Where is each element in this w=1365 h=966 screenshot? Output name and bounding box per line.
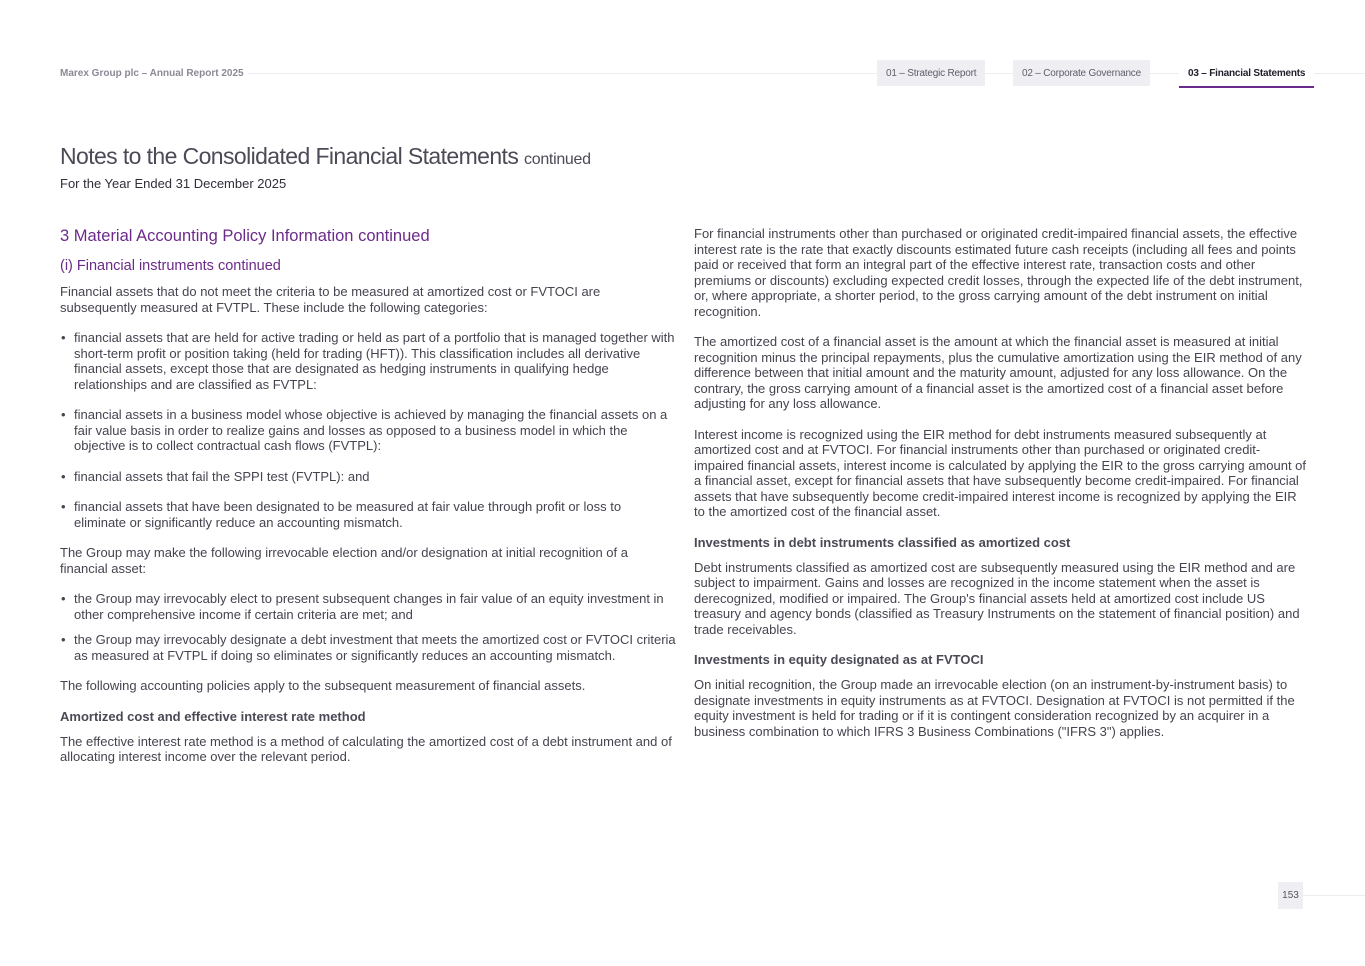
page-number: 153 (1278, 882, 1303, 909)
paragraph: Financial assets that do not meet the criteria to be measured at amortized cost or FVTOCI are subsequently measured at FVTPL. These include the following categories: (60, 284, 601, 315)
paragraph: Interest income is recognized using the EIR method for debt instruments measured subsequently at amortized cost and at FVTOCI. For financial instruments other than purchased or originated credit-impaired financial assets, interest income is calculated by applying the EIR to the gross carrying amount of a financial asset, except for financial assets that have subsequently become credit-impaired. For financial assets that have subsequently become credit-impaired interest income is recognized by applying the EIR to the amortized cost of the financial asset. (694, 426, 1307, 519)
paragraph: The Group may make the following irrevocable election and/or designation at initial recognition of a financial asset: (60, 545, 628, 576)
page-subtitle: For the Year Ended 31 December 2025 (60, 176, 287, 191)
paragraph: The amortized cost of a financial asset is the amount at which the financial asset is measured at initial recognition minus the principal repayments, plus the cumulative amortization using the EIR method of any difference between that initial amount and the maturity amount, adjusted for any loss allowance. On the contrary, the gross carrying amount of a financial asset is the amortized cost of a financial asset before adjusting for any loss allowance. (694, 334, 1302, 411)
tab-strategic-report[interactable]: 01 – Strategic Report (877, 60, 985, 86)
subsection-title-text: (i) Financial instruments (60, 258, 214, 274)
left-column (60, 226, 676, 780)
page-title-suffix: continued (524, 151, 591, 168)
section-title-suffix: continued (358, 227, 430, 245)
page-title-main: Notes to the Consolidated Financial Statements (60, 143, 519, 169)
report-title: Marex Group plc – Annual Report 2025 (60, 68, 244, 79)
subheading-equity-fvtoci: Investments in equity designated as at FVTOCI (694, 652, 984, 667)
page-title (60, 143, 591, 170)
paragraph: The following accounting policies apply to the subsequent measurement of financial assets. (60, 678, 586, 693)
section-title-text: 3 Material Accounting Policy Information (60, 227, 354, 245)
list-item: • financial assets that fail the SPPI test (FVTPL): and (60, 469, 676, 485)
list-item: • the Group may irrevocably elect to present subsequent changes in fair value of an equity investment in other comprehensive income if certain criteria are met; and (60, 591, 676, 622)
footer-rule (1303, 895, 1365, 896)
list-item: • financial assets that have been designated to be measured at fair value through profit or loss to eliminate or significantly reduce an accounting mismatch. (60, 499, 676, 530)
subheading-amortized-cost: Amortized cost and effective interest rate method (60, 708, 366, 724)
bullet-list-elections (60, 591, 676, 663)
list-item: • financial assets in a business model whose objective is achieved by managing the financial assets on a fair value basis in order to realize gains and losses as opposed to a business model in which the objective is to collect contractual cash flows (FVTPL): (60, 407, 676, 454)
bullet-list-categories (60, 330, 676, 530)
subsection-title (60, 257, 676, 275)
paragraph: Debt instruments classified as amortized cost are subsequently measured using the EIR method and are subject to impairment. Gains and losses are recognized in the income statement when the asset is derecognized, modified or impaired. The Group's financial assets held at amortized cost include US treasury and agency bonds (classified as Treasury Instruments on the statement of financial position) and trade receivables. (694, 559, 1300, 637)
subheading-debt-instruments: Investments in debt instruments classified as amortized cost (694, 534, 1071, 550)
tab-corporate-governance[interactable]: 02 – Corporate Governance (1013, 60, 1150, 86)
list-item: • the Group may irrevocably designate a debt investment that meets the amortized cost or FVTOCI criteria as measured at FVTPL if doing so eliminates or significantly reduces an accounting mismatch. (60, 632, 676, 663)
paragraph: On initial recognition, the Group made an irrevocable election (on an instrument-by-instrument basis) to designate investments in equity instruments as at FVTOCI. Designation at FVTOCI is not permitted if the equity investment is held for trading or if it is contingent consideration recognized by an acquirer in a business combination to which IFRS 3 Business Combinations ("IFRS 3") applies. (694, 677, 1295, 739)
paragraph: For financial instruments other than purchased or originated credit-impaired financial assets, the effective interest rate is the rate that exactly discounts estimated future cash receipts (including all fees and points paid or received that form an integral part of the effective interest rate, transaction costs and other premiums or discounts) excluding expected credit losses, through the expected life of the debt instrument, or, where appropriate, a shorter period, to the gross carrying amount of the debt instrument on initial recognition. (694, 226, 1303, 319)
tab-financial-statements[interactable]: 03 – Financial Statements (1179, 60, 1314, 88)
right-column (694, 226, 1309, 754)
list-item: • financial assets that are held for active trading or held as part of a portfolio that is managed together with short-term profit or position taking (held for trading (HFT)). This classification includes all derivative financial assets, except those that are designated as hedging instruments in qualifying hedge relationships and are classified as FVTPL: (60, 330, 676, 392)
subsection-title-suffix: continued (217, 258, 281, 274)
section-title (60, 226, 676, 246)
paragraph: The effective interest rate method is a method of calculating the amortized cost of a debt instrument and of allocating interest income over the relevant period. (60, 733, 672, 764)
